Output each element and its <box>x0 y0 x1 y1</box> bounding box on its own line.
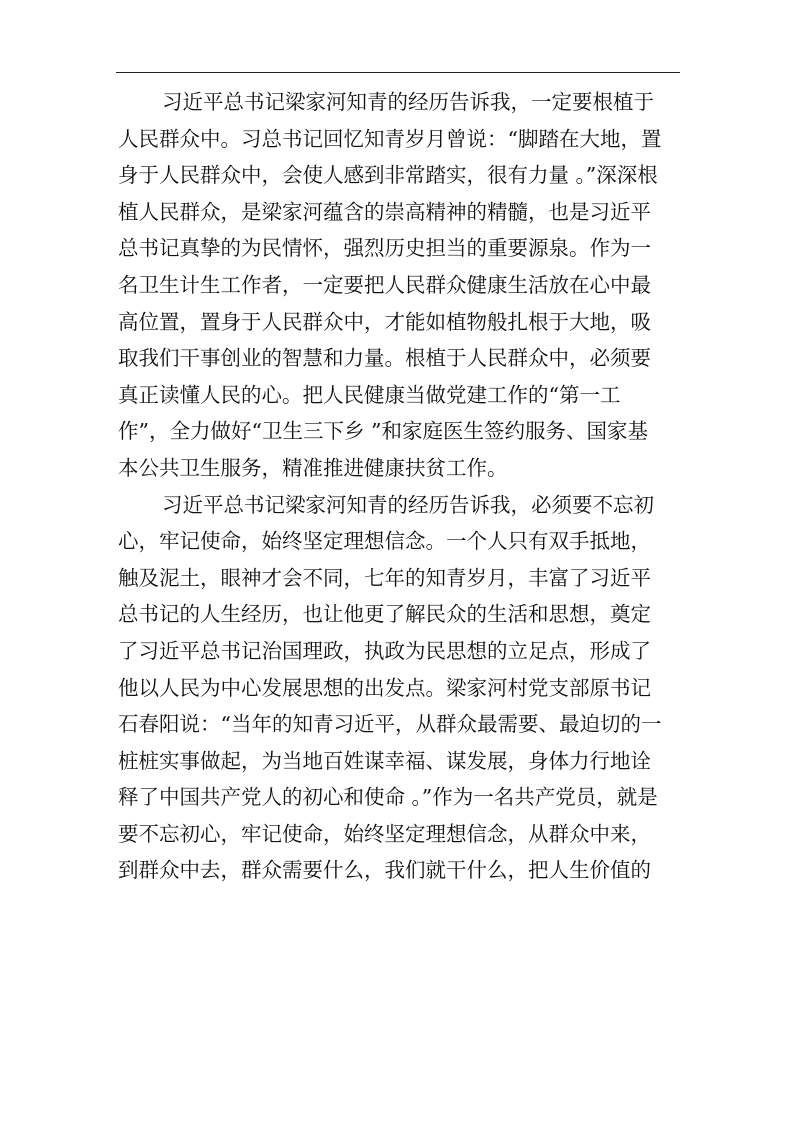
paragraph-2-line-11: 到群众中去，群众需要什么，我们就干什么，把人生价值的 <box>118 858 651 883</box>
document-body <box>118 84 683 889</box>
paragraph-1-line-4: 植人民群众，是梁家河蕴含的崇高精神的精髓，也是习近平 <box>118 199 651 224</box>
paragraph-1-line-11: 本公共卫生服务，精准推进健康扶贫工作。 <box>118 455 508 480</box>
paragraph-1-line-8: 取我们干事创业的智慧和力量。根植于人民群众中，必须要 <box>118 346 651 371</box>
paragraph-1-line-9: 真正读懂人民的心。把人民健康当做党建工作的“第一工 <box>118 382 621 407</box>
paragraph-1-line-5: 总书记真挚的为民情怀，强烈历史担当的重要源泉。作为一 <box>118 236 651 261</box>
paragraph-2-line-9: 释了中国共产党人的初心和使命 。”作为一名共产党员，就是 <box>118 785 658 810</box>
paragraph-2-line-4: 总书记的人生经历，也让他更了解民众的生活和思想，奠定 <box>118 602 651 627</box>
paragraph-1-line-10: 作”，全力做好“卫生三下乡 ”和家庭医生签约服务、国家基 <box>118 419 648 444</box>
paragraph-1-line-6: 名卫生计生工作者，一定要把人民群众健康生活放在心中最 <box>118 272 651 297</box>
paragraph-1-line-3: 身于人民群众中，会使人感到非常踏实，很有力量 。”深深根 <box>118 163 658 188</box>
paragraph-2-line-10: 要不忘初心，牢记使命，始终坚定理想信念，从群众中来， <box>118 821 651 846</box>
paragraph-2-line-7: 石春阳说：“当年的知青习近平，从群众最需要、最迫切的一 <box>118 712 662 737</box>
paragraph-2-line-1: 习近平总书记梁家河知青的经历告诉我，必须要不忘初 <box>162 492 654 517</box>
paragraph-2-line-3: 触及泥土，眼神才会不同，七年的知青岁月，丰富了习近平 <box>118 565 651 590</box>
header-rule <box>116 72 680 73</box>
paragraph-1-line-7: 高位置，置身于人民群众中，才能如植物般扎根于大地，吸 <box>118 309 651 334</box>
paragraph-1-line-2: 人民群众中。习总书记回忆知青岁月曾说：“脚踏在大地，置 <box>118 126 662 151</box>
paragraph-1-line-1: 习近平总书记梁家河知青的经历告诉我，一定要根植于 <box>162 90 654 114</box>
paragraph-2-line-8: 桩桩实事做起，为当地百姓谋幸福、谋发展，身体力行地诠 <box>118 748 651 773</box>
paragraph-2-line-2: 心，牢记使命，始终坚定理想信念。一个人只有双手抵地， <box>118 529 651 554</box>
paragraph-2-line-5: 了习近平总书记治国理政，执政为民思想的立足点，形成了 <box>118 638 651 663</box>
paragraph-2-line-6: 他以人民为中心发展思想的出发点。梁家河村党支部原书记 <box>118 675 651 700</box>
